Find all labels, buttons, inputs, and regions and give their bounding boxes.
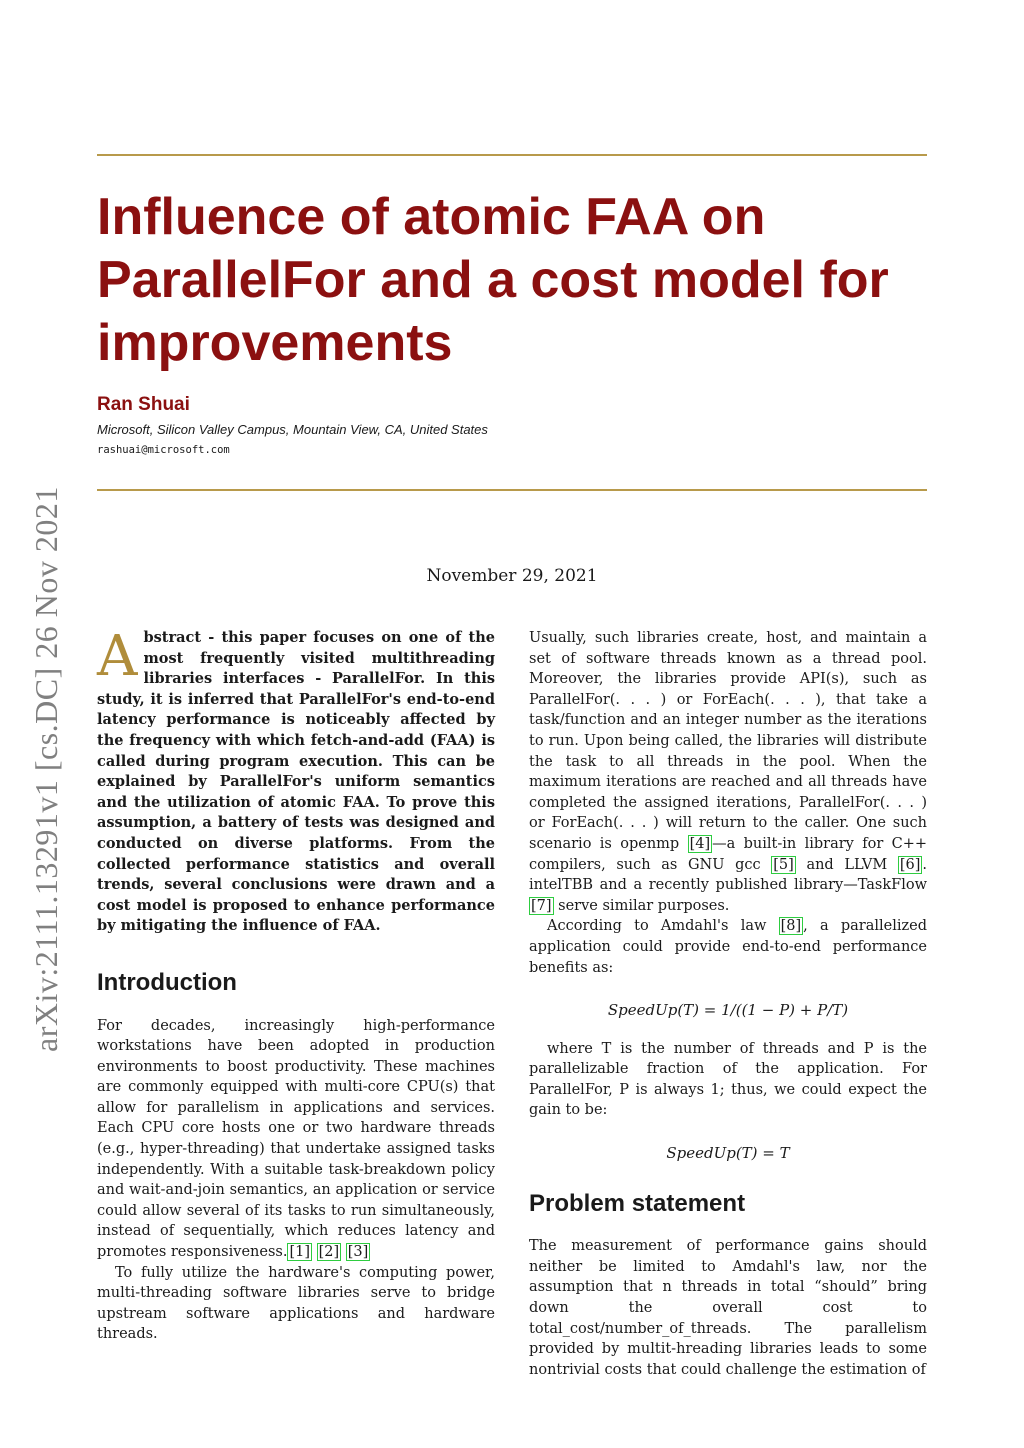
- equation-amdahl: SpeedUp(T) = 1/((1 − P) + P/T): [607, 1001, 849, 1020]
- problem-statement-heading: Problem statement: [529, 1189, 746, 1217]
- intro-paragraph-2: To fully utilize the hardware's computing power, multi-threading software libraries serve to bridge upstream software applications and hardware threads.: [97, 1264, 495, 1343]
- abstract-dropcap: A: [97, 624, 138, 689]
- intro-p4-a: According to Amdahl's law: [547, 918, 779, 935]
- citation-8[interactable]: [8]: [780, 918, 802, 935]
- citation-7[interactable]: [7]: [531, 897, 552, 914]
- citation-6[interactable]: [6]: [899, 856, 921, 873]
- introduction-heading: Introduction: [97, 968, 237, 996]
- citation-3[interactable]: [3]: [347, 1244, 369, 1261]
- equation-speedup: SpeedUp(T) = T: [666, 1144, 790, 1163]
- intro-p3-d: . intelTBB and a recently published library—TaskFlow: [529, 856, 928, 894]
- paper-date: November 29, 2021: [426, 566, 598, 586]
- intro-paragraph-4: [529, 916, 927, 978]
- author-affiliation: Microsoft, Silicon Valley Campus, Mountain View, CA, United States: [97, 422, 488, 437]
- intro-paragraph-1: [97, 1016, 495, 1263]
- arxiv-stamp: arXiv:2111.13291v1 [cs.DC] 26 Nov 2021: [28, 486, 64, 1052]
- intro-p3-b: —a built-in library for C++ compilers, such as GNU gcc: [529, 835, 928, 873]
- abstract: [97, 624, 495, 937]
- intro-p3-a: Usually, such libraries create, host, and maintain a set of software threads known as a thread pool. Moreover, the libraries provide API(s), such as ParallelFor(. . . ) or ForEach(. . . ), that take a task/function and an integer number as the iterations to run. Upon being called, the libraries will distribute the task to all threads in the pool. When the maximum iterations are reached and all threads have completed the assigned iterations, ParallelFor(. . . ) or ForEach(. . . ) will return to the caller. One such scenario is openmp: [529, 630, 927, 852]
- intro-p1-text: For decades, increasingly high-performance workstations have been adopted in production environments to boost productivity. These machines are commonly equipped with multi-core CPU(s) that allow for parallelism in applications and services. Each CPU core hosts one or two hardware threads (e.g., hyper-threading) that undertake assigned tasks independently. With a suitable task-breakdown policy and wait-and-join semantics, an application or service could allow several of its tasks to run simultaneously, instead of sequentially, which reduces latency and promotes responsiveness.: [97, 1017, 495, 1261]
- right-column: [529, 628, 927, 1380]
- author-name: Ran Shuai: [97, 394, 190, 415]
- intro-paragraph-5: where T is the number of threads and P is the parallelizable fraction of the application. For ParallelFor, P is always 1; thus, we could expect the gain to be:: [529, 1040, 927, 1119]
- intro-p4-b: , a parallelized application could provide end-to-end performance benefits as:: [529, 918, 928, 976]
- left-column: [97, 624, 495, 1345]
- paper-title: Influence of atomic FAA on ParallelFor and a cost model for improvements: [97, 188, 889, 372]
- citation-2[interactable]: [2]: [318, 1244, 340, 1261]
- citation-5[interactable]: [5]: [773, 856, 794, 873]
- top-rule: [97, 154, 927, 156]
- intro-p3-c: and LLVM: [795, 856, 898, 873]
- bottom-rule: [97, 489, 927, 491]
- problem-paragraph-1: The measurement of performance gains should neither be limited to Amdahl's law, nor the assumption that n threads in total “should” bring down the overall cost to total_cost/number_of_threads. The parallelism provided by multit-hreading libraries leads to some nontrivial costs that could challenge the estimation of: [529, 1238, 927, 1378]
- intro-paragraph-3: [529, 628, 927, 916]
- citation-4[interactable]: [4]: [689, 835, 711, 852]
- author-email[interactable]: rashuai@microsoft.com: [97, 444, 230, 456]
- intro-p3-e: serve similar purposes.: [553, 897, 730, 914]
- abstract-text: bstract - this paper focuses on one of the most frequently visited multithreading libraries interfaces - ParallelFor. In this study, it is inferred that ParallelFor's end-to-end latency performance is noticeably affected by the frequency with which fetch-and-add (FAA) is called during program execution. This can be explained by ParallelFor's uniform semantics and the utilization of atomic FAA. To prove this assumption, a battery of tests was designed and conducted on diverse platforms. From the collected performance statistics and overall trends, several conclusions were drawn and a cost model is proposed to enhance performance by mitigating the influence of FAA.: [97, 629, 495, 935]
- citation-1[interactable]: [1]: [289, 1244, 310, 1261]
